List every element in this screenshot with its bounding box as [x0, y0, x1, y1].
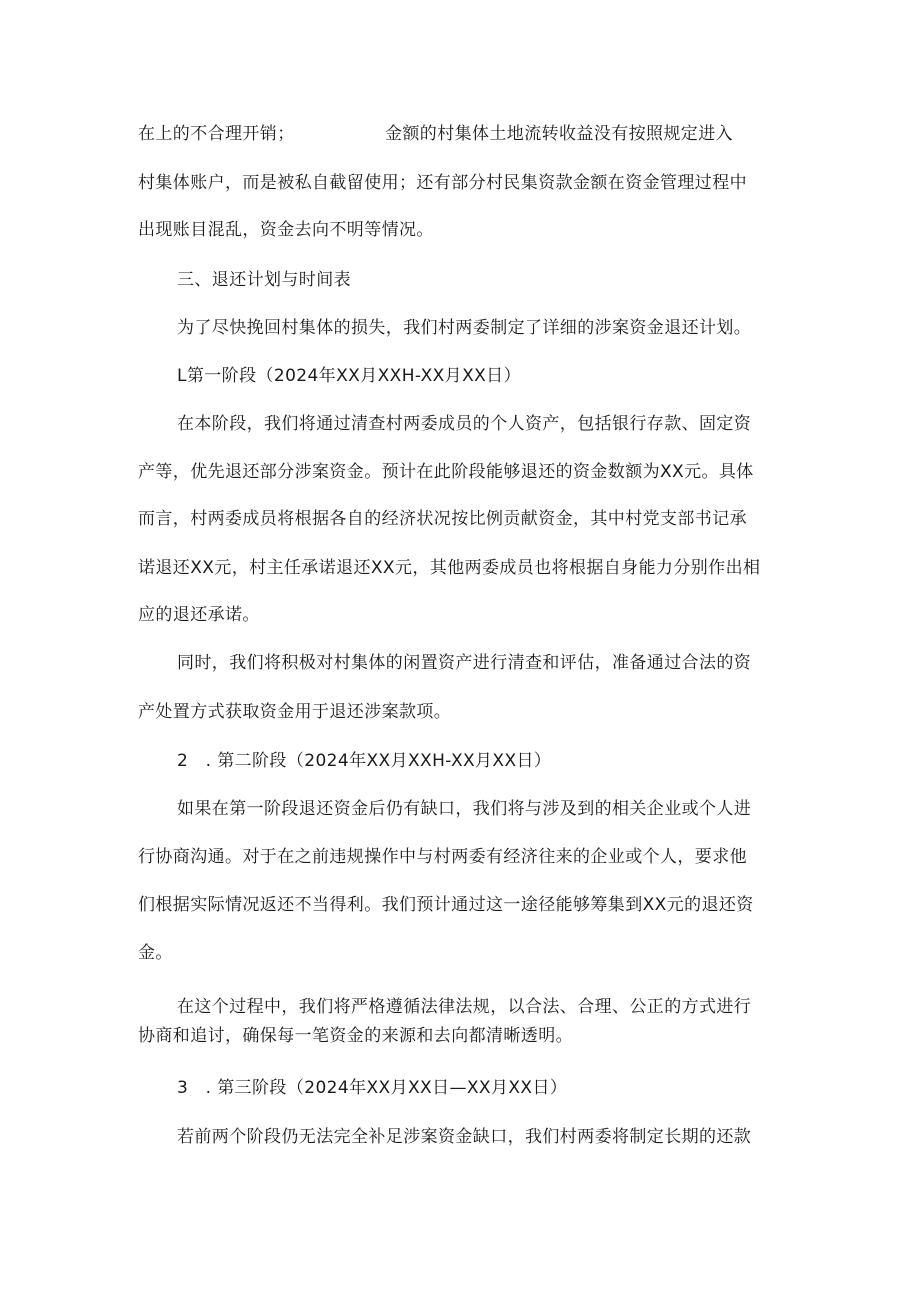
text-line-fragment: 金额的村集体土地流转收益没有按照规定进入: [385, 124, 733, 144]
text-line: 出现账目混乱，资金去向不明等情况。: [138, 220, 434, 240]
text-line: 行协商沟通。对于在之前违规操作中与村两委有经济往来的企业或个人，要求他: [138, 847, 747, 867]
text-line-fragment: 在上的不合理开销；: [138, 124, 295, 144]
text-line: 们根据实际情况返还不当得利。我们预计通过这一途径能够筹集到XX元的退还资: [138, 895, 754, 915]
section-heading: 三、退还计划与时间表: [177, 270, 351, 290]
paragraph-line: 为了尽快挽回村集体的损失，我们村两委制定了详细的涉案资金退还计划。: [177, 318, 752, 338]
stage-heading: L第一阶段（2024年XX月XXH-XX月XX日）: [177, 366, 521, 386]
paragraph-line: 同时，我们将积极对村集体的闲置资产进行清查和评估，准备通过合法的资: [177, 653, 752, 673]
text-line: 应的退还承诺。: [138, 605, 260, 625]
text-line: 村集体账户，而是被私自截留使用；还有部分村民集资款金额在资金管理过程中: [138, 173, 747, 193]
stage-heading: 2 . 第二阶段（2024年XX月XXH-XX月XX日）: [177, 751, 552, 771]
paragraph-line: 在本阶段，我们将通过清查村两委成员的个人资产，包括银行存款、固定资: [177, 414, 752, 434]
text-line: 产等，优先退还部分涉案资金。预计在此阶段能够退还的资金数额为XX元。具体: [138, 462, 754, 482]
paragraph-line: 如果在第一阶段退还资金后仍有缺口，我们将与涉及到的相关企业或个人进: [177, 799, 752, 819]
stage-heading: 3 . 第三阶段（2024年XX月XX日—XX月XX日）: [177, 1078, 568, 1098]
text-line: 协商和追讨，确保每一笔资金的来源和去向都清晰透明。: [138, 1026, 573, 1046]
text-line: 诺退还XX元，村主任承诺退还XX元，其他两委成员也将根据自身能力分别作出相: [138, 558, 761, 578]
text-line: 而言，村两委成员将根据各自的经济状况按比例贡献资金，其中村党支部书记承: [138, 509, 747, 529]
text-line: 产处置方式获取资金用于退还涉案款项。: [138, 702, 452, 722]
paragraph-line: 在这个过程中，我们将严格遵循法律法规，以合法、合理、公正的方式进行: [177, 997, 752, 1017]
paragraph-line: 若前两个阶段仍无法完全补足涉案资金缺口，我们村两委将制定长期的还款: [177, 1127, 752, 1147]
text-line: 金。: [138, 943, 173, 963]
